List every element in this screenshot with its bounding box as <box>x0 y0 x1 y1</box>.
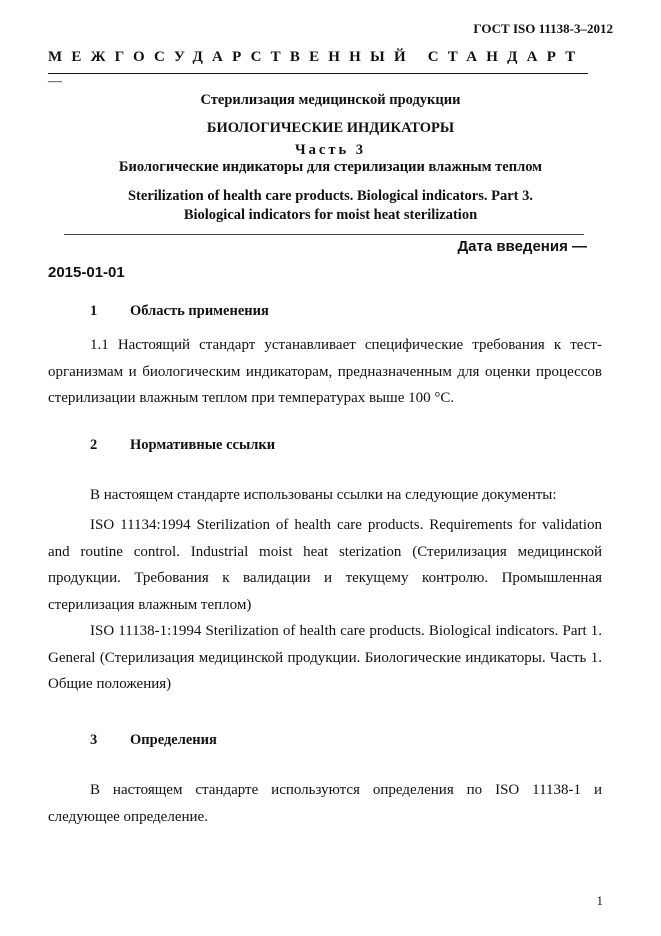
title-part: Часть 3 <box>295 142 366 158</box>
title-line-2: БИОЛОГИЧЕСКИЕ ИНДИКАТОРЫ <box>206 120 455 136</box>
title-rule <box>64 234 584 235</box>
interstate-standard-banner: МЕЖГОСУДАРСТВЕННЫЙ СТАНДАРТ <box>48 49 585 65</box>
paragraph: В настоящем стандарте используются определения по ISO 11138-1 и следующее определение. <box>48 782 602 825</box>
section-number: 2 <box>90 437 98 453</box>
paragraph: В настоящем стандарте использованы ссылки на следующие документы: <box>90 487 557 503</box>
section-number: 3 <box>90 732 98 748</box>
section-title: Нормативные ссылки <box>130 437 276 453</box>
reference-item: ISO 11134:1994 Sterilization of health care products. Requirements for validation and routine control. Industrial moist heat sterization (Стерилизация медицинской продукции. Требования к валидации и текущему контролю. Промышленная стерилизация влажным теплом) <box>48 517 602 613</box>
standard-code: ГОСТ ISO 11138-3–2012 <box>473 21 613 36</box>
section-title: Определения <box>130 732 217 748</box>
section-2-heading <box>90 437 275 454</box>
page-number: 1 <box>596 893 603 908</box>
paragraph: 1.1 Настоящий стандарт устанавливает специфические требования к тест-организмам и биологическим индикаторам, предназначенным для оценки процессов стерилизации влажным теплом при температурах выше 100 °С. <box>48 337 602 406</box>
title-line-3: Биологические индикаторы для стерилизации влажным теплом <box>118 159 543 175</box>
section-3-heading <box>90 732 217 749</box>
section-title: Область применения <box>130 303 269 319</box>
section-number: 1 <box>90 303 98 319</box>
section-1-heading <box>90 303 269 320</box>
header-rule <box>48 73 588 74</box>
intro-label: Дата введения — <box>457 238 587 255</box>
header-dash: — <box>48 74 62 89</box>
title-english-1: Sterilization of health care products. Biological indicators. Part 3. <box>127 188 534 204</box>
reference-item: ISO 11138-1:1994 Sterilization of health care products. Biological indicators. Part 1. General (Стерилизация медицинской продукции. Биологические индикаторы. Часть 1. Общие положения) <box>48 623 602 692</box>
title-line-1: Стерилизация медицинской продукции <box>200 92 461 108</box>
title-english-2: Biological indicators for moist heat sterilization <box>183 207 478 223</box>
intro-date: 2015-01-01 <box>48 264 125 281</box>
